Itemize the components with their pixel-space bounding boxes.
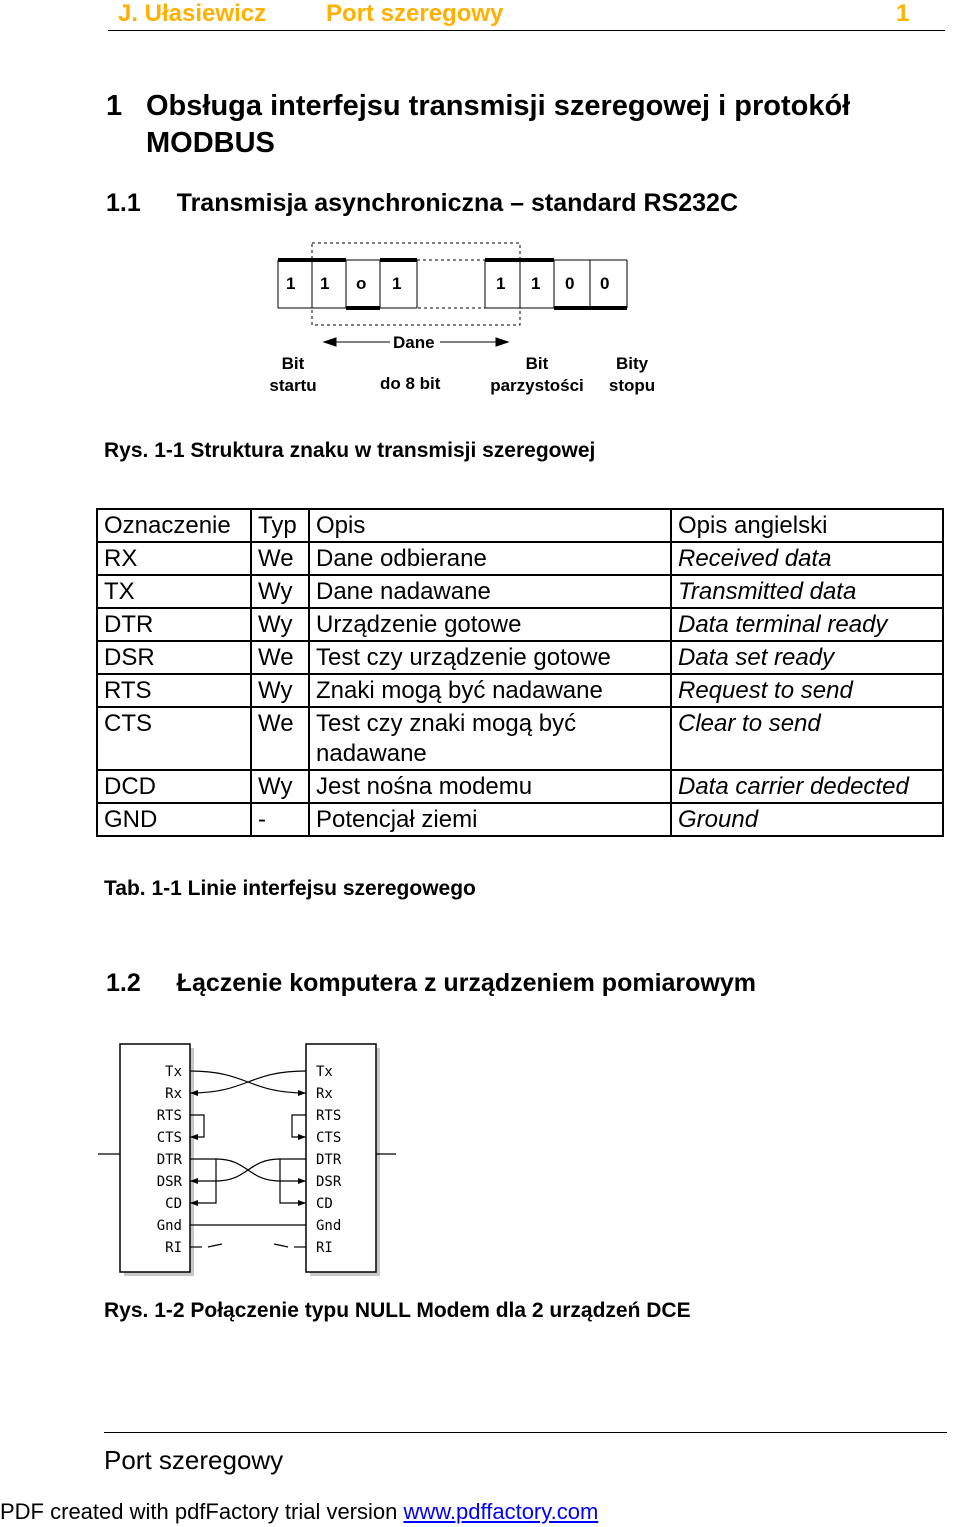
right-pin-rx: Rx xyxy=(316,1086,333,1102)
table-header-cell: Opis xyxy=(309,509,671,542)
table-cell: Wy xyxy=(251,770,309,803)
table-cell: Dane nadawane xyxy=(309,575,671,608)
header-title: Port szeregowy xyxy=(326,0,504,27)
left-pin-rx: Rx xyxy=(165,1086,182,1102)
pdf-factory-banner xyxy=(0,1498,598,1526)
section-1-2-heading xyxy=(106,968,756,998)
table-header-cell: Typ xyxy=(251,509,309,542)
bit-label-7: 0 xyxy=(565,274,575,293)
section-1-number: 1 xyxy=(106,90,123,122)
bit-label-8: 0 xyxy=(600,274,610,293)
table-cell: Jest nośna modemu xyxy=(309,770,671,803)
null-modem-diagram xyxy=(98,1040,398,1280)
parity-bit-label-line2: parzystości xyxy=(490,376,584,395)
table-cell: Wy xyxy=(251,575,309,608)
header-page-number: 1 xyxy=(896,0,910,27)
table-cell: Dane odbierane xyxy=(309,542,671,575)
table-cell: - xyxy=(251,803,309,836)
table-cell: Wy xyxy=(251,608,309,641)
wiring-arrows xyxy=(190,1090,306,1206)
left-pin-cts: CTS xyxy=(156,1130,182,1146)
stop-bits-label-line1: Bity xyxy=(615,354,649,373)
table-cell: Potencjał ziemi xyxy=(309,803,671,836)
data-size-label: do 8 bit xyxy=(380,374,441,393)
pdf-banner-text: PDF created with pdfFactory trial version xyxy=(0,1499,404,1524)
table-row xyxy=(97,674,943,707)
figure-1-caption: Rys. 1-1 Struktura znaku w transmisji szeregowej xyxy=(104,439,596,462)
table-row xyxy=(97,542,943,575)
table-cell: We xyxy=(251,542,309,575)
left-pin-ri: RI xyxy=(165,1240,182,1256)
bit-label-4: 1 xyxy=(392,274,402,293)
right-pin-cts: CTS xyxy=(316,1130,342,1146)
bit-label-6: 1 xyxy=(531,274,541,293)
bit-label-5: 1 xyxy=(496,274,506,293)
table-cell: DSR xyxy=(97,641,251,674)
table-cell: Received data xyxy=(671,542,943,575)
table-cell: Transmitted data xyxy=(671,575,943,608)
right-pin-gnd: Gnd xyxy=(316,1218,342,1234)
bit-cells xyxy=(278,260,627,308)
right-pin-rts: RTS xyxy=(316,1108,342,1124)
left-pin-dsr: DSR xyxy=(156,1174,182,1190)
frame-gap-outline xyxy=(417,260,485,308)
right-pin-cd: CD xyxy=(316,1196,333,1212)
table-cell: CTS xyxy=(97,707,251,770)
table-row xyxy=(97,608,943,641)
left-pin-cd: CD xyxy=(165,1196,182,1212)
signal-lines-table xyxy=(96,508,944,837)
right-pin-tx: Tx xyxy=(316,1064,333,1080)
table-cell: Data terminal ready xyxy=(671,608,943,641)
section-1-1-number: 1.1 xyxy=(106,189,141,217)
parity-bit-label-line1: Bit xyxy=(525,354,549,373)
bit-label-2: 1 xyxy=(320,274,330,293)
bit-label-1: 1 xyxy=(286,274,296,293)
start-bit-label-line1: Bit xyxy=(281,354,305,373)
table-cell: RX xyxy=(97,542,251,575)
data-label: Dane xyxy=(393,333,435,352)
section-1-heading xyxy=(106,88,936,162)
table-row xyxy=(97,707,943,770)
section-1-2-title: Łączenie komputera z urządzeniem pomiarowym xyxy=(176,969,756,997)
section-1-title: Obsługa interfejsu transmisji szeregowej i protokół MODBUS xyxy=(146,90,851,159)
table-cell: Data carrier dedected xyxy=(671,770,943,803)
footer-rule xyxy=(104,1432,947,1433)
header-author: J. Ułasiewicz xyxy=(118,0,267,27)
footer-title: Port szeregowy xyxy=(104,1445,284,1475)
signal-levels xyxy=(278,260,627,308)
frame-outline xyxy=(312,243,520,325)
table-cell: GND xyxy=(97,803,251,836)
table-cell: TX xyxy=(97,575,251,608)
right-pin-dsr: DSR xyxy=(316,1174,342,1190)
table-cell: Test czy urządzenie gotowe xyxy=(309,641,671,674)
table-header-row xyxy=(97,509,943,542)
left-pin-rts: RTS xyxy=(156,1108,182,1124)
table-cell: Request to send xyxy=(671,674,943,707)
pdf-factory-link[interactable]: www.pdffactory.com xyxy=(403,1499,599,1524)
table-row xyxy=(97,641,943,674)
table-cell: DTR xyxy=(97,608,251,641)
table-cell: We xyxy=(251,707,309,770)
start-bit-label-line2: startu xyxy=(269,376,317,395)
figure-2-caption: Rys. 1-2 Połączenie typu NULL Modem dla 2 urządzeń DCE xyxy=(104,1299,691,1322)
table-row xyxy=(97,803,943,836)
left-pin-gnd: Gnd xyxy=(156,1218,182,1234)
table-row xyxy=(97,575,943,608)
section-1-1-heading xyxy=(106,188,738,218)
table-header-cell: Oznaczenie xyxy=(97,509,251,542)
right-pin-dtr: DTR xyxy=(316,1152,342,1168)
section-1-1-title: Transmisja asynchroniczna – standard RS232C xyxy=(176,189,739,217)
section-1-2-number: 1.2 xyxy=(106,969,141,997)
figure-null-modem xyxy=(98,1040,398,1280)
table-row xyxy=(97,770,943,803)
table-cell: Ground xyxy=(671,803,943,836)
table-cell: Data set ready xyxy=(671,641,943,674)
running-header xyxy=(108,0,945,31)
table-cell: Clear to send xyxy=(671,707,943,770)
table-header-cell: Opis angielski xyxy=(671,509,943,542)
figure-character-frame xyxy=(262,238,672,408)
table-cell: We xyxy=(251,641,309,674)
right-pin-ri: RI xyxy=(316,1240,333,1256)
table-cell: Znaki mogą być nadawane xyxy=(309,674,671,707)
left-pin-tx: Tx xyxy=(165,1064,182,1080)
table-cell: DCD xyxy=(97,770,251,803)
bit-label-3: o xyxy=(356,274,367,293)
table-cell: Test czy znaki mogą być nadawane xyxy=(309,707,671,770)
table-cell: Urządzenie gotowe xyxy=(309,608,671,641)
table-cell: RTS xyxy=(97,674,251,707)
stop-bits-label-line2: stopu xyxy=(608,376,656,395)
left-pin-dtr: DTR xyxy=(156,1152,182,1168)
null-modem-wiring xyxy=(190,1071,306,1247)
table-caption: Tab. 1-1 Linie interfejsu szeregowego xyxy=(104,877,476,900)
table-cell: Wy xyxy=(251,674,309,707)
